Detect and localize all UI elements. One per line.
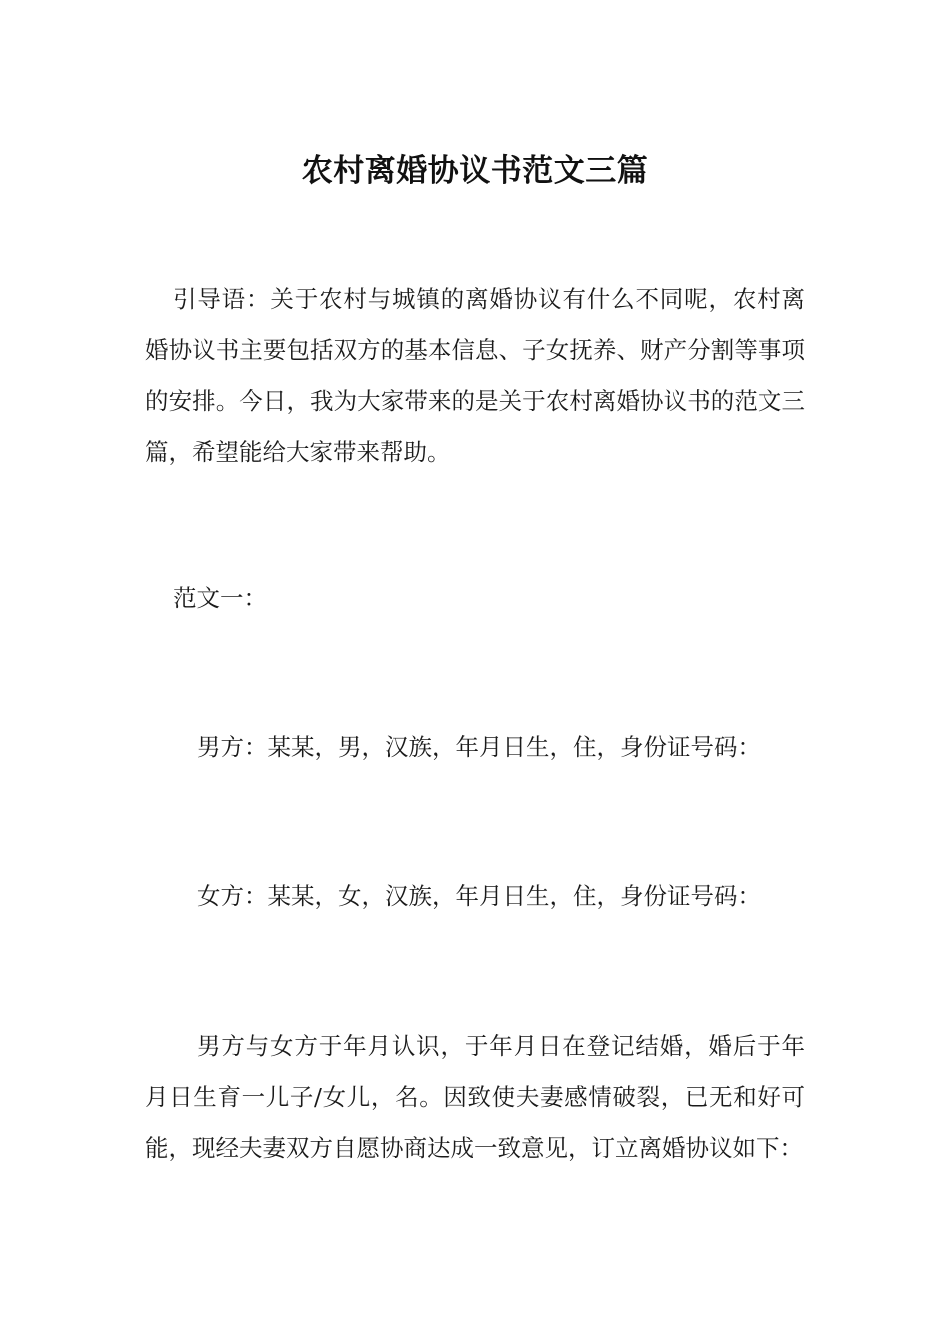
female-party-line: 女方：某某，女，汉族，年月日生，住，身份证号码： bbox=[197, 882, 761, 910]
intro-paragraph: 引导语：关于农村与城镇的离婚协议有什么不同呢，农村离婚协议书主要包括双方的基本信息、子女抚养、财产分割等事项的安排。今日，我为大家带来的是关于农村离婚协议书的范文三篇，希望能给大家带来帮助。 bbox=[145, 285, 805, 466]
section-heading: 范文一： bbox=[173, 584, 267, 612]
male-party-line: 男方：某某，男，汉族，年月日生，住，身份证号码： bbox=[197, 733, 761, 761]
agreement-body-paragraph: 男方与女方于年月认识，于年月日在登记结婚，婚后于年月日生育一儿子/女儿，名。因致使夫妻感情破裂，已无和好可能，现经夫妻双方自愿协商达成一致意见，订立离婚协议如下： bbox=[145, 1032, 805, 1162]
page-title: 农村离婚协议书范文三篇 bbox=[301, 152, 649, 189]
